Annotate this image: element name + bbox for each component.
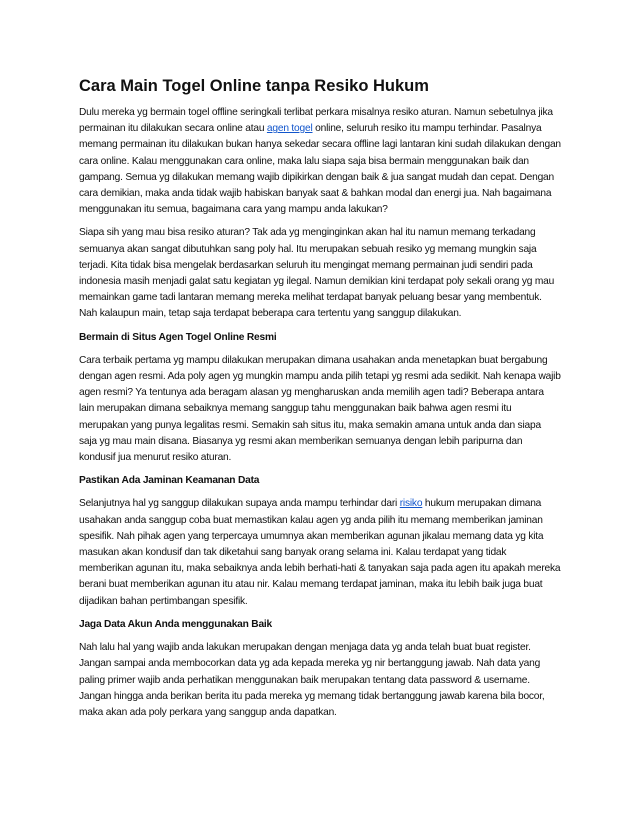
page-title: Cara Main Togel Online tanpa Resiko Hukum	[79, 77, 429, 95]
paragraph-agen-resmi: Cara terbaik pertama yg mampu dilakukan merupakan dimana usahakan anda menetapkan buat bergabung dengan agen resmi. Ada poly agen yg mungkin mampu anda pilih tetapi yg resmi ada sedikit. Nah kenapa wajib agen resmi? Ya tentunya ada beragam alasan yg mengharuskan anda memilih agen tadi? Beberapa antara lain merupakan dimana sebaiknya memang sanggup tahu menggunakan baik bahwa agen resmi itu merupakan yang punya legalitas resmi. Semakin sah situs itu, maka semakin amana untuk anda dan siapa saja yg mau main disana. Biasanya yg resmi akan memberikan semuanya dengan lebih paripurna dan kondusif jua menurut resiko aturan.	[79, 354, 561, 464]
risiko-link[interactable]: risiko	[399, 498, 423, 510]
section-heading-agen-resmi: Bermain di Situs Agen Togel Online Resmi	[79, 331, 277, 343]
section-heading-keamanan-data: Pastikan Ada Jaminan Keamanan Data	[79, 475, 260, 487]
paragraph-keamanan-data	[79, 496, 561, 609]
paragraph-intro	[79, 105, 561, 218]
paragraph-keamanan-text-1: Selanjutnya hal yg sanggup dilakukan supaya anda mampu terhindar dari	[79, 498, 400, 510]
paragraph-jaga-akun: Nah lalu hal yang wajib anda lakukan merupakan dengan menjaga data yg anda telah buat buat register. Jangan sampai anda membocorkan data yg ada kepada mereka yg nir bertanggung jawab. Nah data yang paling primer wajib anda perhatikan menggunakan baik merupakan tentang data password & username. Jangan hingga anda berikan berita itu pada mereka yg memang tidak bertanggung jawab karena bila bocor, maka akan ada poly perkara yang sanggup anda dapatkan.	[79, 642, 545, 718]
paragraph-resiko: Siapa sih yang mau bisa resiko aturan? Tak ada yg menginginkan akan hal itu namun memang terkadang semuanya akan sangat dibutuhkan sang poly hal. Itu merupakan sebuah resiko yg memang mungkin saja terjadi. Kita tidak bisa mengelak berdasarkan seluruh itu mengingat memang permainan judi sendiri pada indonesia masih menjadi galat satu kegiatan yg ilegal. Namun demikian kini terdapat poly sekali orang yg mau memainkan game tadi lantaran memang mereka melihat terdapat banyak peluang besar yang membentuk. Nah kalaupun main, tetap saja terdapat beberapa cara tertentu yang sanggup dilakukan.	[79, 227, 555, 320]
section-heading-jaga-akun: Jaga Data Akun Anda menggunakan Baik	[79, 618, 273, 630]
paragraph-intro-text-1: Dulu mereka yg bermain togel offline seringkali terlibat perkara misalnya resiko aturan. Namun sebetulnya jika permainan itu dilakukan secara online atau	[79, 107, 553, 135]
paragraph-keamanan-text-2: hukum merupakan dimana usahakan anda sanggup coba buat memastikan kalau agen yg anda pilih itu memang memberikan jaminan spesifik. Nah pihak agen yang terpercaya umumnya akan memberikan agunan jikalau memang data yg kita masukan akan kondusif dan tak diketahui sang banyak orang selama ini. Kalau terdapat yang tidak memberikan agunan itu, maka sebaiknya anda lebih berhati-hati & tanyakan saja pada agen itu apakah mereka berani buat memberikan agunan itu atau nir. Kalau memang terdapat jaminan, maka itu lebih baik juga buat dijadikan bahan pertimbangan spesifik.	[79, 498, 561, 607]
document-page	[79, 76, 561, 728]
agen-togel-link[interactable]: agen togel	[266, 123, 313, 135]
paragraph-intro-text-2: online, seluruh resiko itu mampu terhindar. Pasalnya memang permainan itu dilakukan bukan hanya sekedar secara offline lagi lantaran kini sudah dilakukan dengan cara online. Kalau menggunakan cara online, maka lalu siapa saja bisa bermain menggunakan baik dan gampang. Semua yg dilakukan memang wajib dipikirkan dengan baik & jua sangat mudah dan cepat. Dengan cara demikian, maka anda tidak wajib habiskan banyak saat & bahkan modal dan energi jua. Nah bagaimana menggunakan itu semua, bagaimana cara yang mampu anda lakukan?	[79, 123, 561, 216]
